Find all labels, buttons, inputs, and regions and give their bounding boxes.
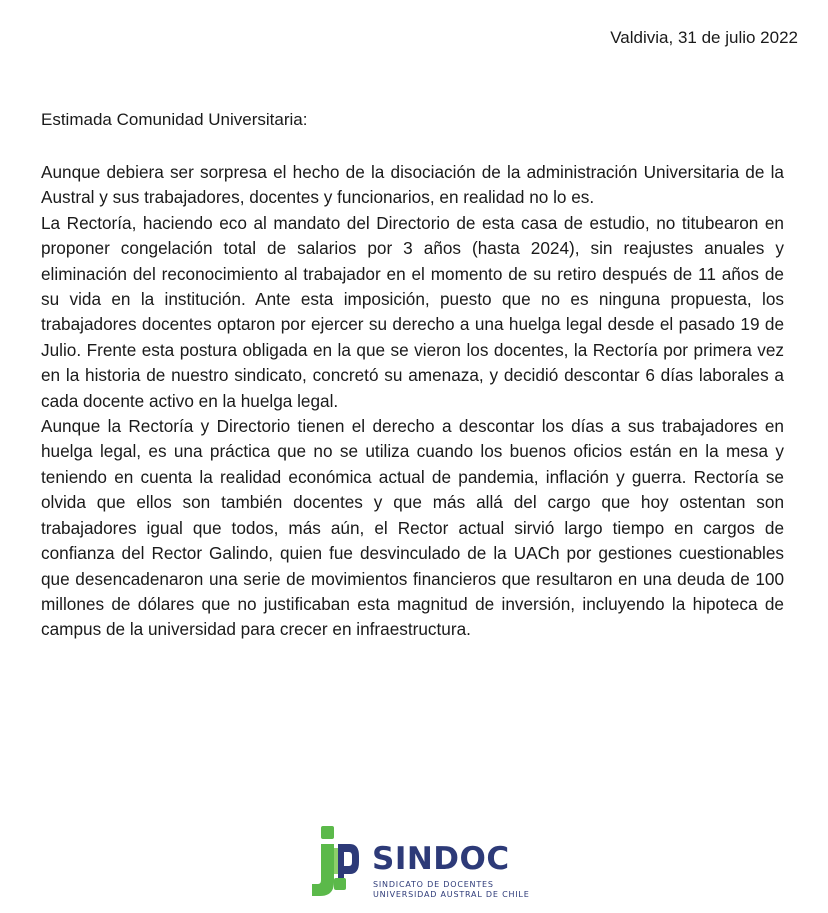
logo-wordmark: SINDOC: [372, 841, 510, 877]
letter-body: [41, 160, 784, 643]
letter-date: Valdivia, 31 de julio 2022: [610, 28, 798, 47]
body-paragraph: Aunque la Rectoría y Directorio tienen el derecho a descontar los días a sus trabajadores en huelga legal, es una práctica que no se utiliza cuando los buenos oficios están en la mesa y teniendo en cuenta la realidad económica actual de pandemia, inflación y guerra. Rectoría se olvida que ellos son también docentes y que más allá del cargo que hoy ostentan son trabajadores igual que todos, más aún, el Rector actual sirvió largo tiempo en cargos de confianza del Rector Galindo, quien fue desvinculado de la UACh por gestiones cuestionables que desencadenaron una serie de movimientos financieros que resultaron en una deuda de 100 millones de dólares que no justificaban esta magnitud de inversión, incluyendo la hipoteca de campus de la universidad para crecer en infraestructura.: [41, 416, 784, 640]
logo-subtitle-2: UNIVERSIDAD AUSTRAL DE CHILE: [373, 890, 530, 899]
body-paragraph: Aunque debiera ser sorpresa el hecho de la disociación de la administración Universitaria de la Austral y sus trabajadores, docentes y funcionarios, en realidad no lo es.: [41, 162, 784, 208]
sindoc-logo: [310, 826, 530, 899]
letter-salutation: Estimada Comunidad Universitaria:: [41, 110, 308, 129]
sindoc-logo-mark-icon: [310, 826, 360, 898]
logo-subtitle-1: SINDICATO DE DOCENTES: [373, 880, 494, 889]
body-paragraph: La Rectoría, haciendo eco al mandato del Directorio de esta casa de estudio, no titubearon en proponer congelación total de salarios por 3 años (hasta 2024), sin reajustes anuales y eliminación del reconocimiento al trabajador en el momento de su retiro después de 11 años de su vida en la institución. Ante esta imposición, puesto que no es ninguna propuesta, los trabajadores docentes optaron por ejercer su derecho a una huelga legal desde el pasado 19 de Julio. Frente esta postura obligada en la que se vieron los docentes, la Rectoría por primera vez en la historia de nuestro sindicato, concretó su amenaza, y decidió descontar 6 días laborales a cada docente activo en la huelga legal.: [41, 212, 784, 411]
